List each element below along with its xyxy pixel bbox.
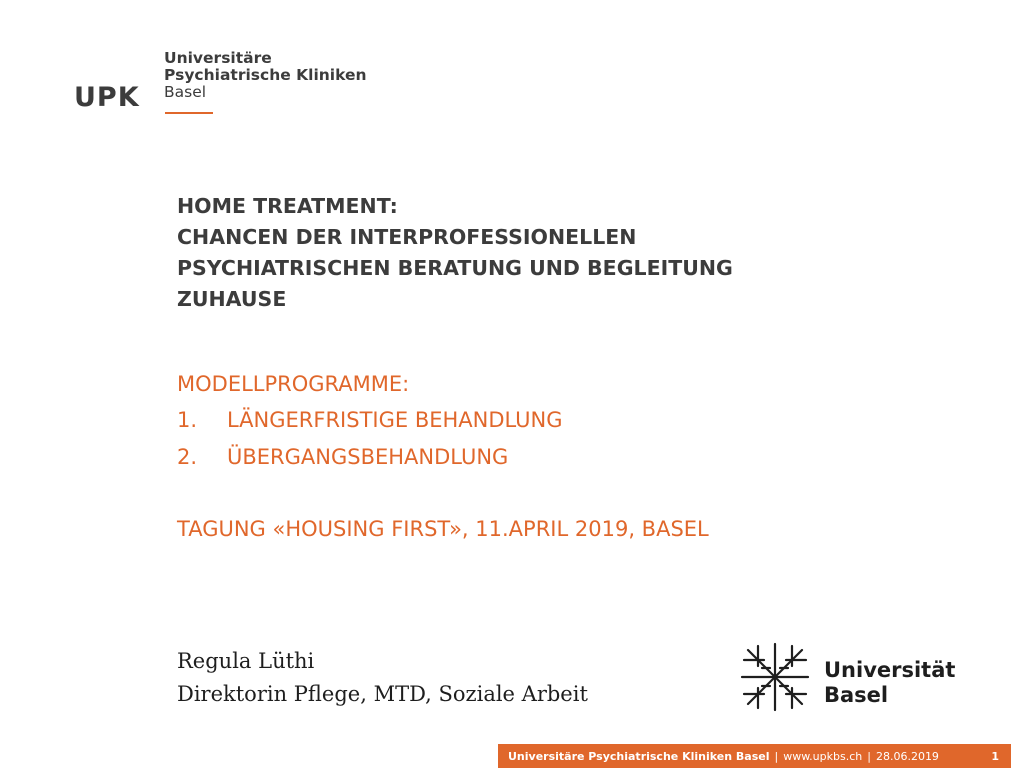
title-line-1: HOME TREATMENT: (177, 194, 398, 218)
universitaet-basel-emblem-icon (740, 642, 810, 712)
title-line-4: ZUHAUSE (177, 287, 287, 311)
program-item-label: ÜBERGANGSBEHANDLUNG (227, 445, 509, 469)
program-item-number: 2. (177, 445, 198, 469)
upk-logo-line-1: Universitäre (164, 49, 272, 67)
upk-logo-text (164, 50, 367, 101)
upk-logo-line-3: Basel (164, 83, 207, 101)
program-heading: MODELLPROGRAMME: (177, 372, 410, 396)
universitaet-basel-logo (740, 642, 960, 718)
footer-page-number: 1 (991, 749, 999, 763)
conference-line: TAGUNG «HOUSING FIRST», 11.APRIL 2019, BASEL (177, 517, 709, 541)
program-item-label: LÄNGERFRISTIGE BEHANDLUNG (227, 408, 563, 432)
program-item-number: 1. (177, 408, 198, 432)
author-block (177, 645, 588, 711)
title-line-3: PSYCHIATRISCHEN BERATUNG UND BEGLEITUNG (177, 256, 733, 280)
footer-institution: Universitäre Psychiatrische Kliniken Basel (508, 749, 770, 763)
footer-date: 28.06.2019 (875, 749, 939, 763)
upk-logo-line-2: Psychiatrische Kliniken (164, 66, 367, 84)
program-item-1 (177, 402, 563, 439)
footer-url[interactable]: www.upkbs.ch (783, 749, 863, 763)
universitaet-basel-line-1: Universität (824, 658, 956, 682)
upk-logo-underline (165, 112, 213, 114)
program-item-2 (177, 439, 563, 476)
footer-separator: | (774, 749, 779, 763)
program-list (177, 366, 563, 476)
title-line-2: CHANCEN DER INTERPROFESSIONELLEN (177, 225, 637, 249)
universitaet-basel-line-2: Basel (824, 683, 889, 707)
author-role: Direktorin Pflege, MTD, Soziale Arbeit (177, 682, 588, 706)
footer-bar (498, 744, 1011, 768)
upk-logo-abbr: UPK (74, 82, 140, 113)
slide-title (177, 191, 733, 315)
upk-logo (74, 48, 394, 120)
universitaet-basel-text (824, 658, 955, 708)
footer-separator: | (867, 749, 871, 763)
author-name: Regula Lüthi (177, 649, 315, 673)
